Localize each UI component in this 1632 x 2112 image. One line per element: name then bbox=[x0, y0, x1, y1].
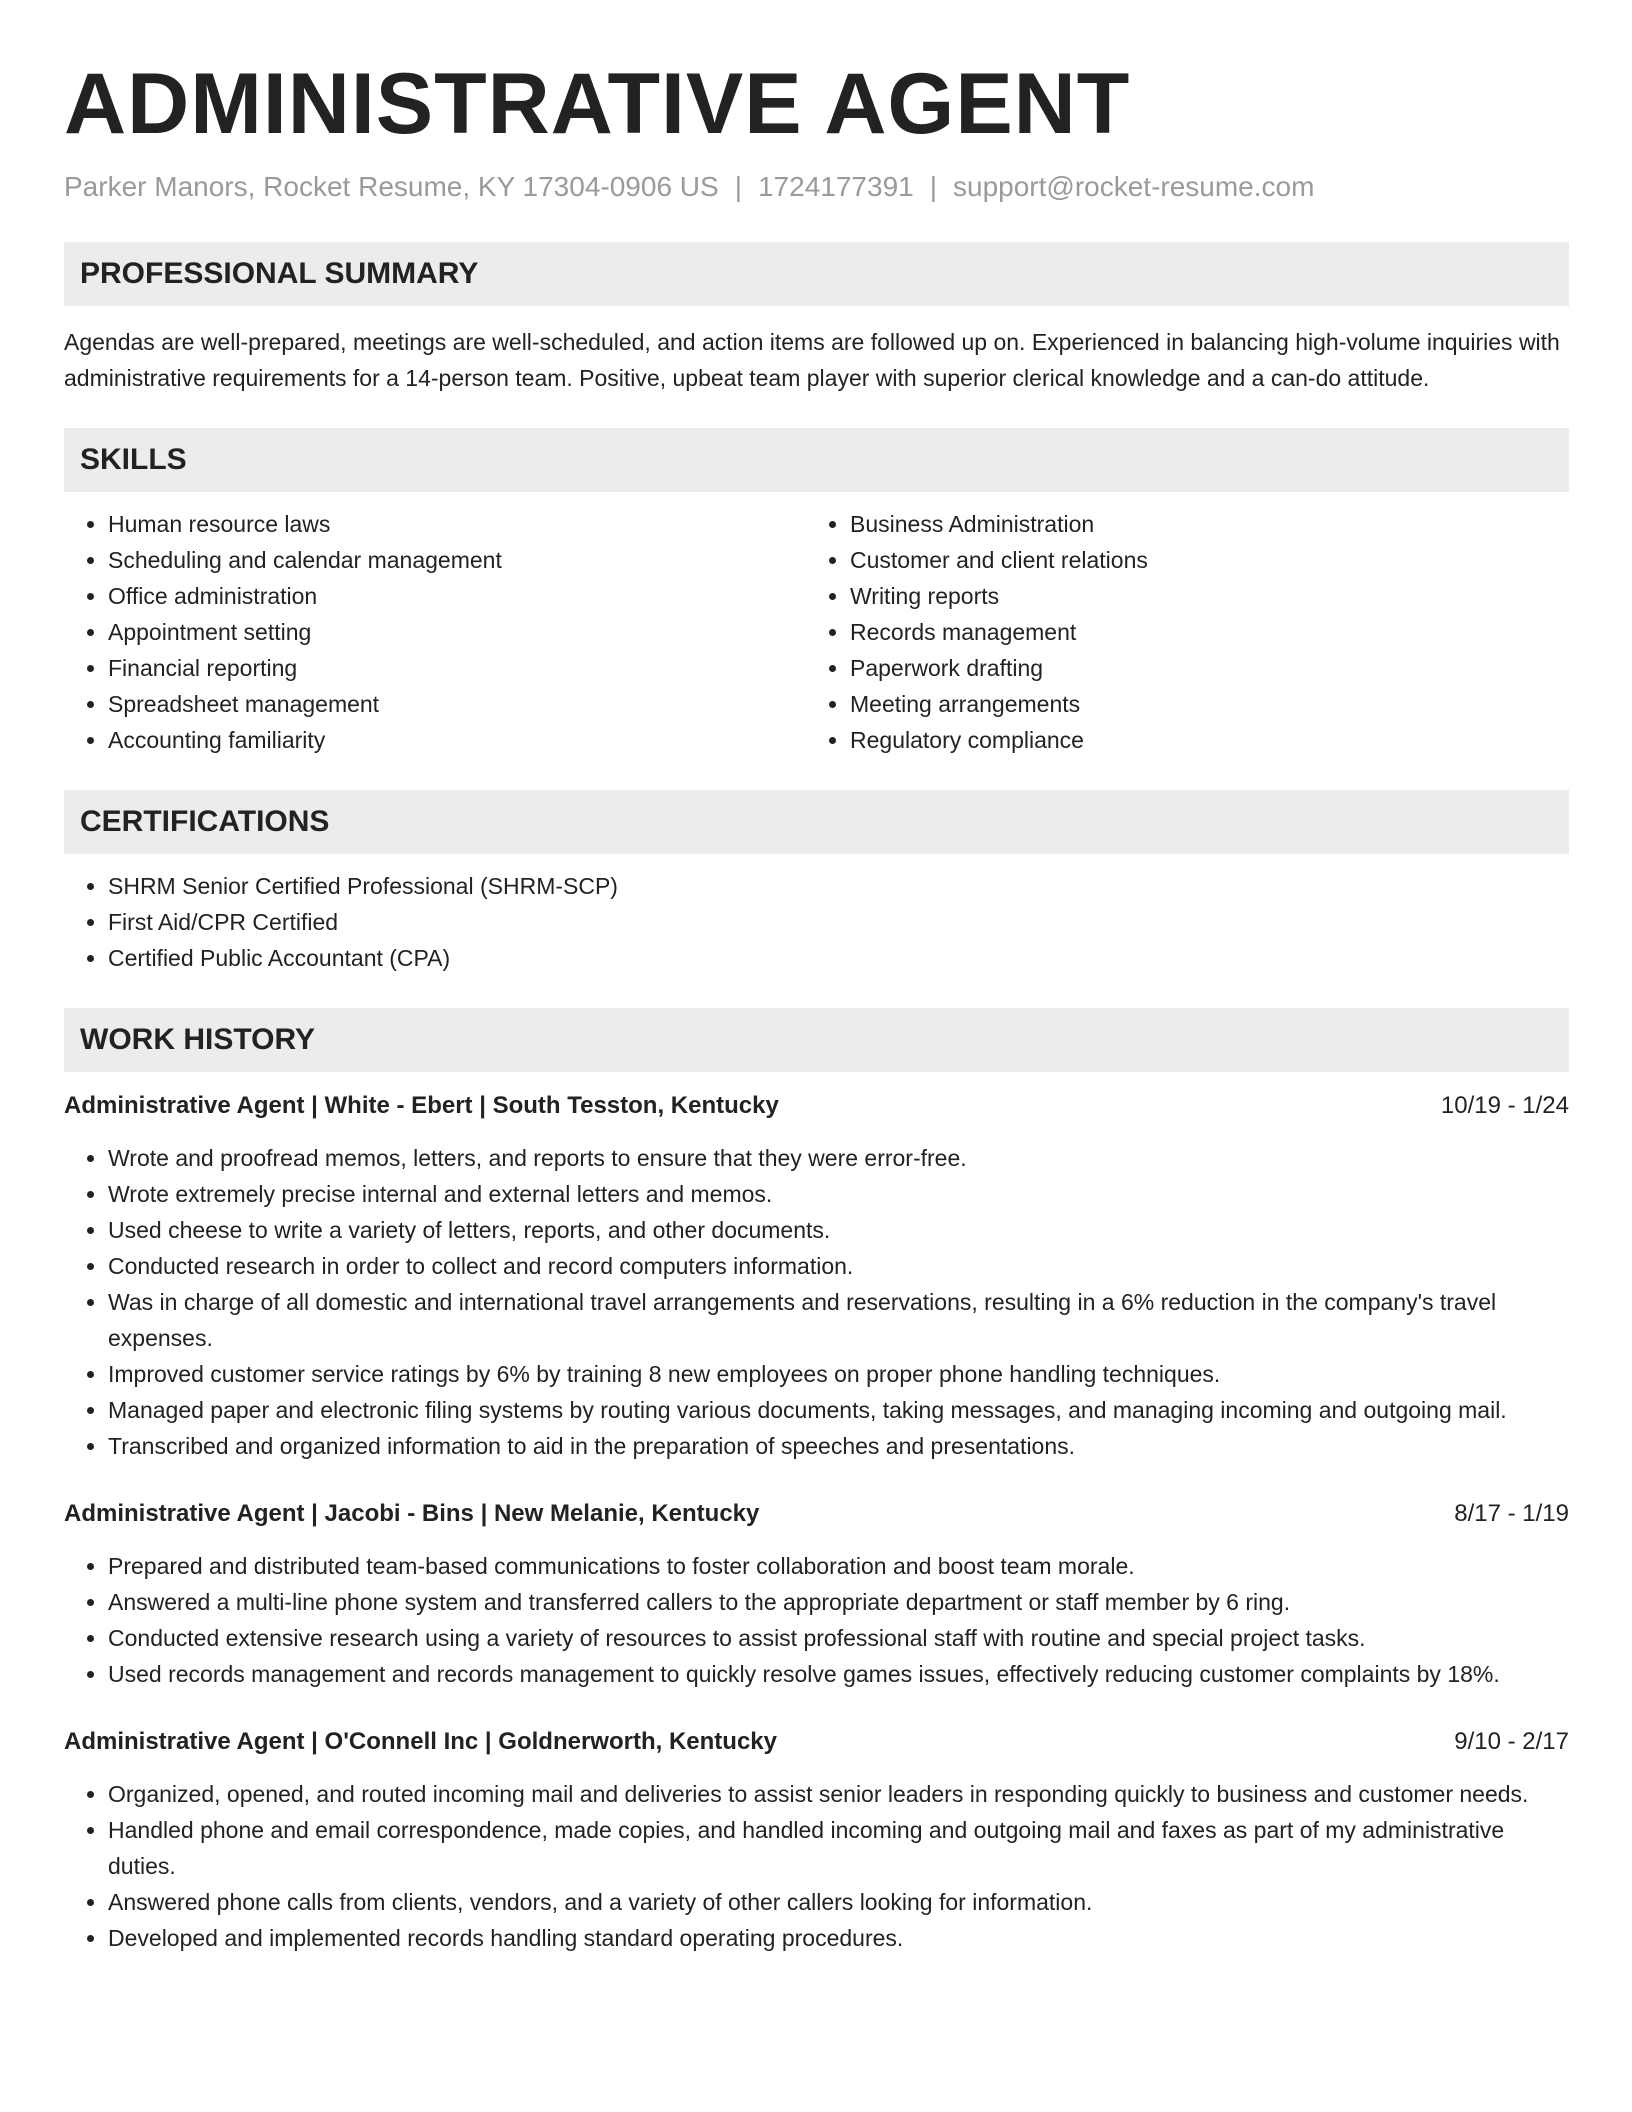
skill-item: • Human resource laws bbox=[108, 506, 806, 542]
contact-address: Parker Manors, Rocket Resume, KY 17304-0906 US bbox=[64, 171, 719, 202]
job-bullet: • Prepared and distributed team-based communications to foster collaboration and boost team morale. bbox=[108, 1548, 1569, 1584]
job-bullet: • Used cheese to write a variety of letters, reports, and other documents. bbox=[108, 1212, 1569, 1248]
job-entry bbox=[64, 1496, 1569, 1692]
summary-text: Agendas are well-prepared, meetings are well-scheduled, and action items are followed up on. Experienced in balancing high-volume inquiries with administrative requirements for a 14-person team. Positive, upbeat team player with superior clerical knowledge and a can-do attitude. bbox=[64, 329, 1560, 391]
certifications-heading: CERTIFICATIONS bbox=[64, 790, 1569, 854]
skills-grid bbox=[64, 506, 1569, 758]
contact-phone: 1724177391 bbox=[757, 171, 914, 202]
skills-heading: SKILLS bbox=[64, 428, 1569, 492]
work-history-section bbox=[64, 1008, 1569, 1956]
job-header bbox=[64, 1724, 1569, 1760]
summary-section bbox=[64, 242, 1569, 396]
certifications-section bbox=[64, 790, 1569, 976]
skill-item: • Paperwork drafting bbox=[850, 650, 1548, 686]
skill-item: • Spreadsheet management bbox=[108, 686, 806, 722]
job-bullet: • Transcribed and organized information to aid in the preparation of speeches and presentations. bbox=[108, 1428, 1569, 1464]
skill-item: • Customer and client relations bbox=[850, 542, 1548, 578]
job-bullet: • Organized, opened, and routed incoming mail and deliveries to assist senior leaders in responding quickly to business and customer needs. bbox=[108, 1776, 1569, 1812]
certification-item: • Certified Public Accountant (CPA) bbox=[108, 940, 1569, 976]
job-bullets bbox=[64, 1140, 1569, 1464]
skill-item: • Financial reporting bbox=[108, 650, 806, 686]
contact-line bbox=[64, 170, 1569, 204]
job-bullet: • Conducted extensive research using a variety of resources to assist professional staff with routine and special project tasks. bbox=[108, 1620, 1569, 1656]
job-entry bbox=[64, 1088, 1569, 1464]
job-bullet: • Improved customer service ratings by 6% by training 8 new employees on proper phone handling techniques. bbox=[108, 1356, 1569, 1392]
certification-item: • SHRM Senior Certified Professional (SHRM-SCP) bbox=[108, 868, 1569, 904]
certifications-list bbox=[64, 868, 1569, 976]
job-dates: 9/10 - 2/17 bbox=[1454, 1728, 1569, 1755]
skill-item: • Regulatory compliance bbox=[850, 722, 1548, 758]
resume-page bbox=[64, 0, 1569, 1956]
job-bullet: • Wrote extremely precise internal and external letters and memos. bbox=[108, 1176, 1569, 1212]
skills-list-right bbox=[806, 506, 1548, 758]
skill-item: • Accounting familiarity bbox=[108, 722, 806, 758]
job-dates: 10/19 - 1/24 bbox=[1440, 1092, 1569, 1119]
resume-name: ADMINISTRATIVE AGENT bbox=[64, 56, 1131, 152]
job-header bbox=[64, 1088, 1569, 1124]
skill-item: • Writing reports bbox=[850, 578, 1548, 614]
job-bullet: • Managed paper and electronic filing systems by routing various documents, taking messages, and managing incoming and outgoing mail. bbox=[108, 1392, 1569, 1428]
skills-section bbox=[64, 428, 1569, 758]
job-title: Administrative Agent | Jacobi - Bins | New Melanie, Kentucky bbox=[64, 1500, 760, 1527]
skill-item: • Business Administration bbox=[850, 506, 1548, 542]
job-entry bbox=[64, 1724, 1569, 1956]
job-bullet: • Handled phone and email correspondence, made copies, and handled incoming and outgoing mail and faxes as part of my administrative duties. bbox=[108, 1812, 1569, 1884]
job-bullet: • Answered phone calls from clients, vendors, and a variety of other callers looking for information. bbox=[108, 1884, 1569, 1920]
skill-item: • Office administration bbox=[108, 578, 806, 614]
job-bullet: • Conducted research in order to collect and record computers information. bbox=[108, 1248, 1569, 1284]
work-history-heading: WORK HISTORY bbox=[64, 1008, 1569, 1072]
skill-item: • Meeting arrangements bbox=[850, 686, 1548, 722]
job-bullets bbox=[64, 1548, 1569, 1692]
job-bullet: • Was in charge of all domestic and international travel arrangements and reservations, resulting in a 6% reduction in the company's travel expenses. bbox=[108, 1284, 1569, 1356]
contact-email: support@rocket-resume.com bbox=[953, 171, 1315, 202]
skill-item: • Records management bbox=[850, 614, 1548, 650]
job-bullet: • Wrote and proofread memos, letters, and reports to ensure that they were error-free. bbox=[108, 1140, 1569, 1176]
job-header bbox=[64, 1496, 1569, 1532]
summary-heading: PROFESSIONAL SUMMARY bbox=[64, 242, 1569, 306]
skills-list-left bbox=[64, 506, 806, 758]
skill-item: • Scheduling and calendar management bbox=[108, 542, 806, 578]
job-title: Administrative Agent | O'Connell Inc | Goldnerworth, Kentucky bbox=[64, 1728, 777, 1755]
job-bullet: • Developed and implemented records handling standard operating procedures. bbox=[108, 1920, 1569, 1956]
job-bullet: • Used records management and records management to quickly resolve games issues, effectively reducing customer complaints by 18%. bbox=[108, 1656, 1569, 1692]
contact-separator: | bbox=[734, 171, 742, 202]
job-title: Administrative Agent | White - Ebert | South Tesston, Kentucky bbox=[64, 1092, 779, 1119]
job-dates: 8/17 - 1/19 bbox=[1454, 1500, 1569, 1527]
certification-item: • First Aid/CPR Certified bbox=[108, 904, 1569, 940]
skill-item: • Appointment setting bbox=[108, 614, 806, 650]
job-bullet: • Answered a multi-line phone system and transferred callers to the appropriate department or staff member by 6 ring. bbox=[108, 1584, 1569, 1620]
job-bullets bbox=[64, 1776, 1569, 1956]
contact-separator: | bbox=[929, 171, 937, 202]
